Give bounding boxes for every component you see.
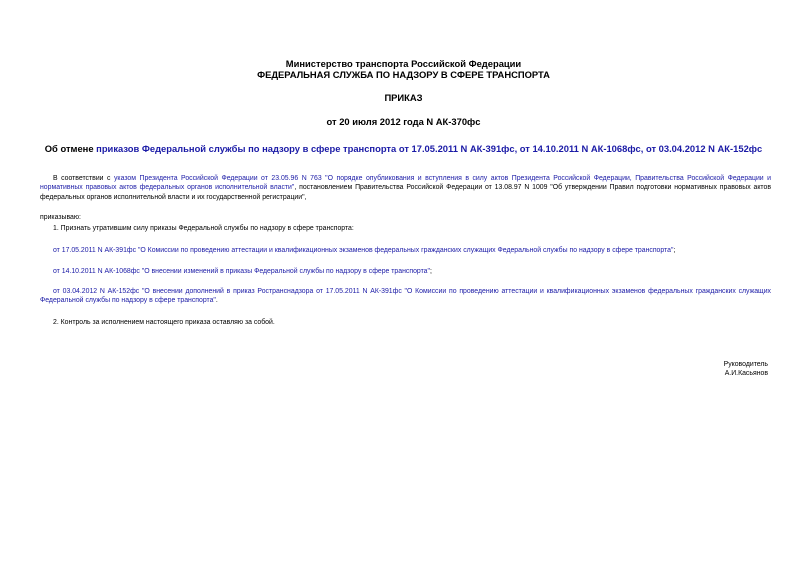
- document-date-number: от 20 июля 2012 года N АК-370фс: [326, 116, 481, 127]
- item-2: 2. Контроль за исполнением настоящего приказа оставляю за собой.: [53, 319, 275, 326]
- sub-item-3-link[interactable]: от 03.04.2012 N АК-152фс "О внесении дополнений в приказ Ространснадзора от 17.05.2011 N АК-391фс "О Комиссии по проведению аттестации и квалификационных экзаменов федеральных гражданских служащих Федеральной службы по надзору в сфере транспорта": [40, 288, 771, 305]
- preamble-link-decree[interactable]: указом Президента Российской Федерации от 23.05.96 N 763 "О порядке опубликования и вступления в силу актов Президента Российской Федерации, Правительства Российской Федерации и нормативных правовых актов федеральных органов исполнительной власти": [40, 175, 772, 192]
- document-type: ПРИКАЗ: [384, 92, 423, 103]
- sub-item-3-tail: .: [215, 297, 218, 305]
- sub-item-2-link[interactable]: от 14.10.2011 N АК-1068фс "О внесении изменений в приказы Федеральной службы по надзору в сфере транспорта": [53, 268, 430, 275]
- signature-position: Руководитель: [723, 361, 768, 368]
- order-word: приказываю:: [40, 214, 81, 221]
- service-name: ФЕДЕРАЛЬНАЯ СЛУЖБА ПО НАДЗОРУ В СФЕРЕ ТРАНСПОРТА: [257, 69, 550, 80]
- sub-item-1-link[interactable]: от 17.05.2011 N АК-391фс "О Комиссии по проведению аттестации и квалификационных экзаменов федеральных гражданских служащих Федеральной службы по надзору в сфере транспорта": [53, 247, 674, 254]
- preamble-text-1: В соответствии с: [53, 175, 114, 182]
- sub-item-1-tail: ;: [673, 247, 676, 254]
- sub-item-2-tail: ;: [429, 268, 432, 275]
- signature-name: А.И.Касьянов: [724, 370, 768, 377]
- document-title: [0, 143, 807, 154]
- title-prefix: Об отмене: [44, 143, 97, 154]
- item-1: 1. Признать утратившим силу приказы Федеральной службы по надзору в сфере транспорта:: [53, 225, 354, 232]
- ministry-name: Министерство транспорта Российской Федерации: [285, 58, 522, 69]
- sub-item-1: [53, 246, 675, 255]
- title-link[interactable]: приказов Федеральной службы по надзору в сфере транспорта от 17.05.2011 N АК-391фс, от 14.10.2011 N АК-1068фс, от 03.04.2012 N АК-152фс: [96, 143, 763, 154]
- sub-item-3: [40, 287, 771, 306]
- sub-item-2: [53, 267, 432, 276]
- preamble-text-2: , постановлением Правительства Российской Федерации от 13.08.97 N 1009 "Об утверждении Правил подготовки нормативных правовых актов федеральных органов исполнительной власти и их государственной регистрации",: [40, 184, 772, 201]
- preamble-paragraph: [40, 174, 771, 202]
